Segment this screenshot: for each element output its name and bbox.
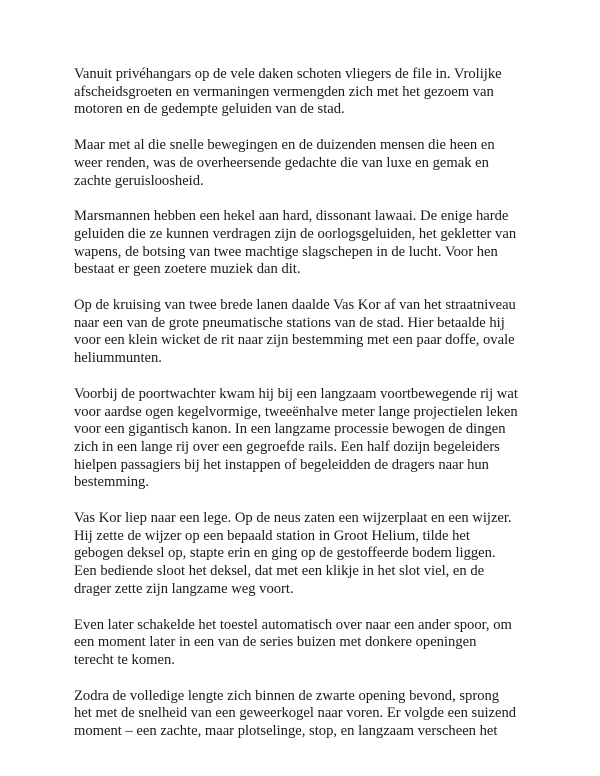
paragraph-7 xyxy=(74,617,544,670)
text-line: Vas Kor liep naar een lege. Op de neus zaten een wijzerplaat en een wijzer. xyxy=(74,510,512,527)
paragraph-6 xyxy=(74,510,544,599)
paragraph-5 xyxy=(74,386,544,492)
paragraph-2 xyxy=(74,137,544,190)
text-line: heliummunten. xyxy=(74,350,162,367)
text-line: Een bediende sloot het deksel, dat met een klikje in het slot viel, en de xyxy=(74,563,485,580)
text-line: zachte geruisloosheid. xyxy=(74,172,204,189)
paragraph-1 xyxy=(74,66,544,119)
text-line: hielpen passagiers bij het instappen of begeleidden de dragers naar hun xyxy=(74,456,489,473)
text-line: motoren en de gedempte geluiden van de stad. xyxy=(74,101,345,118)
text-line: voor een gigantisch kanon. In een langzame processie bewogen de dingen xyxy=(74,421,506,438)
text-line: naar een van de grote pneumatische stations van de stad. Hier betaalde hij xyxy=(74,314,505,331)
text-line: wapens, de botsing van twee machtige slagschepen in de lucht. Voor hen xyxy=(74,243,498,260)
text-line: bestemming. xyxy=(74,474,149,491)
text-line: Even later schakelde het toestel automatisch over naar een ander spoor, om xyxy=(74,616,512,633)
document-body xyxy=(74,66,544,759)
text-line: zich in een lange rij over een gegroefde rails. Een half dozijn begeleiders xyxy=(74,438,500,455)
text-line: Hij zette de wijzer op een bepaald station in Groot Helium, tilde het xyxy=(74,527,470,544)
text-line: een moment later in een van de series buizen met donkere openingen xyxy=(74,634,477,651)
text-line: geluiden die ze kunnen verdragen zijn de oorlogsgeluiden, het gekletter van xyxy=(74,225,517,242)
text-line: weer renden, was de overheersende gedachte die van luxe en gemak en xyxy=(74,154,489,171)
text-line: bestaat er geen zoetere muziek dan dit. xyxy=(74,261,301,278)
text-line: gebogen deksel op, stapte erin en ging op de gestoffeerde bodem liggen. xyxy=(74,545,496,562)
text-line: het met de snelheid van een geweerkogel naar voren. Er volgde een suizend xyxy=(74,705,517,722)
paragraph-4 xyxy=(74,297,544,368)
text-line: voor een klein wicket de rit naar zijn bestemming met een paar doffe, ovale xyxy=(74,332,515,349)
text-line: moment – een zachte, maar plotselinge, stop, en langzaam verscheen het xyxy=(74,723,498,740)
paragraph-3 xyxy=(74,208,544,279)
text-line: Op de kruising van twee brede lanen daalde Vas Kor af van het straatniveau xyxy=(74,297,516,314)
text-line: Voorbij de poortwachter kwam hij bij een langzaam voortbewegende rij wat xyxy=(74,385,518,402)
text-line: Zodra de volledige lengte zich binnen de zwarte opening bevond, sprong xyxy=(74,687,500,704)
text-line: Vanuit privéhangars op de vele daken schoten vliegers de file in. Vrolijke xyxy=(74,66,502,82)
text-line: terecht te komen. xyxy=(74,651,175,668)
text-line: voor aardse ogen kegelvormige, tweeënhalve meter lange projectielen leken xyxy=(74,403,518,420)
text-line: Marsmannen hebben een hekel aan hard, dissonant lawaai. De enige harde xyxy=(74,208,509,225)
text-line: Maar met al die snelle bewegingen en de duizenden mensen die heen en xyxy=(74,137,495,154)
paragraph-8 xyxy=(74,688,544,741)
text-line: drager zette zijn langzame weg voort. xyxy=(74,580,294,597)
text-line: afscheidsgroeten en vermaningen vermengden zich met het gezoem van xyxy=(74,83,494,100)
